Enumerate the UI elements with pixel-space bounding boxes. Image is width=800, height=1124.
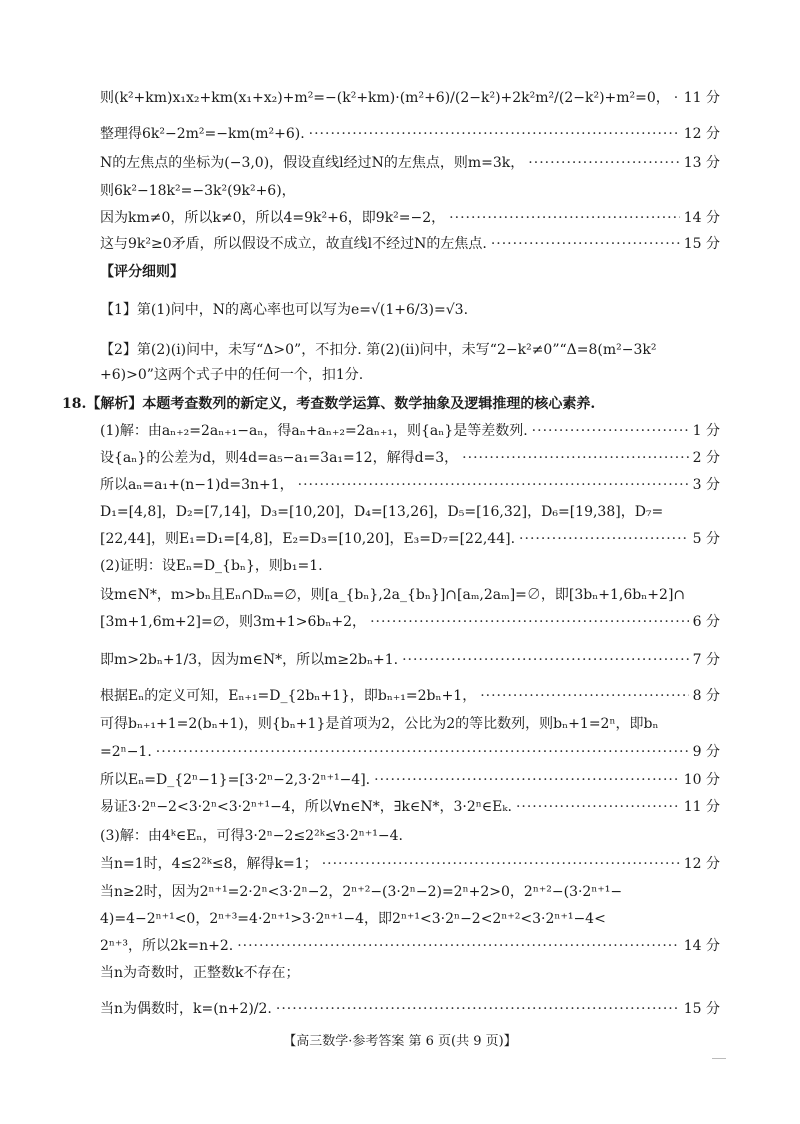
solution-line: 这与9k²≥0矛盾，所以假设不成立，故直线l不经过N的左焦点. ····· 15 分 — [100, 234, 720, 254]
q18-line: 即m>2bₙ+1/3，因为m∈N*，所以m≥2bₙ+1. ····· 7 分 — [100, 650, 720, 670]
q18-line: 当n为奇数时，正整数k不存在； — [100, 965, 300, 981]
q18-line: =2ⁿ−1. ····· 9 分 — [100, 742, 720, 762]
page-footer: 【高三数学·参考答案 第 6 页(共 9 页)】 — [283, 1034, 517, 1049]
rubric-item: 【2】第(2)(ⅰ)问中，未写“Δ>0”，不扣分. 第(2)(ⅱ)问中，未写“2−k²≠0”“Δ=8(m²−3k² — [100, 342, 657, 358]
rubric-item: 【1】第(1)问中，N的离心率也可以写为e=√(1+6/3)=√3. — [100, 302, 469, 318]
q18-line: 可得bₙ₊₁+1=2(bₙ+1)，则{bₙ+1}是首项为2，公比为2的等比数列，则bₙ+1=2ⁿ，即bₙ — [100, 716, 659, 732]
q18-line: 设m∈N*，m>bₙ且Eₙ∩Dₘ=∅，则[a_{bₙ},2a_{bₙ}]∩[aₘ,2aₘ]=∅，即[3bₙ+1,6bₙ+2]∩ — [100, 587, 686, 603]
q18-line: 所以Eₙ=D_{2ⁿ−1}=[3·2ⁿ−2,3·2ⁿ⁺¹−4]. ····· 10 分 — [100, 770, 720, 790]
q18-line: (2)证明：设Eₙ=D_{bₙ}，则b₁=1. — [100, 558, 323, 574]
q18-line: 当n=1时，4≤2²ᵏ≤8，解得k=1； ····· 12 分 — [100, 854, 720, 874]
q18-line: 易证3·2ⁿ−2<3·2ⁿ<3·2ⁿ⁺¹−4，所以∀n∈N*，∃k∈N*，3·2ⁿ∈Eₖ. ····· 11 分 — [100, 797, 720, 817]
q18-line: 当n为偶数时，k=(n+2)/2. ····· 15 分 — [100, 999, 720, 1019]
solution-line: 因为km≠0，所以k≠0，所以4=9k²+6，即9k²=−2， ····· 14 分 — [100, 208, 720, 228]
q18-line: D₁=[4,8]，D₂=[7,14]，D₃=[10,20]，D₄=[13,26]，D₅=[16,32]，D₆=[19,38]，D₇= — [100, 504, 664, 520]
q18-line: (1)解：由aₙ₊₂=2aₙ₊₁−aₙ，得aₙ+aₙ₊₂=2aₙ₊₁，则{aₙ}是等差数列. ····· 1 分 — [100, 421, 720, 441]
q18-line: [3m+1,6m+2]=∅，则3m+1>6bₙ+2， ····· 6 分 — [100, 612, 720, 632]
solution-line: N的左焦点的坐标为(−3,0)，假设直线l经过N的左焦点，则m=3k， ····· 13 分 — [100, 153, 720, 173]
q18-title: 18.【解析】本题考查数列的新定义，考查数学运算、数学抽象及逻辑推理的核心素养. — [62, 396, 596, 412]
corner-mark — [712, 1058, 726, 1059]
q18-line: 当n≥2时，因为2ⁿ⁺¹=2·2ⁿ<3·2ⁿ−2，2ⁿ⁺²−(3·2ⁿ−2)=2ⁿ+2>0，2ⁿ⁺²−(3·2ⁿ⁺¹− — [100, 884, 623, 900]
q18-line: 根据Eₙ的定义可知，Eₙ₊₁=D_{2bₙ+1}，即bₙ₊₁=2bₙ+1， ····· 8 分 — [100, 686, 720, 706]
q18-line: (3)解：由4ᵏ∈Eₙ，可得3·2ⁿ−2≤2²ᵏ≤3·2ⁿ⁺¹−4. — [100, 828, 403, 844]
q18-line: 4)=4−2ⁿ⁺¹<0，2ⁿ⁺³=4·2ⁿ⁺¹>3·2ⁿ⁺¹−4，即2ⁿ⁺¹<3·2ⁿ−2<2ⁿ⁺²<3·2ⁿ⁺¹−4< — [100, 911, 606, 927]
solution-line: 则(k²+km)x₁x₂+km(x₁+x₂)+m²=−(k²+km)·(m²+6)/(2−k²)+2k²m²/(2−k²)+m²=0， ····· 11 分 — [100, 88, 720, 108]
q18-line: 所以aₙ=a₁+(n−1)d=3n+1， ····· 3 分 — [100, 475, 720, 495]
rubric-item: +6)>0”这两个式子中的任何一个，扣1分. — [100, 367, 364, 383]
q18-line: 2ⁿ⁺³，所以2k=n+2. ····· 14 分 — [100, 936, 720, 956]
solution-line: 整理得6k²−2m²=−km(m²+6). ····· 12 分 — [100, 124, 720, 144]
solution-line: 则6k²−18k²=−3k²(9k²+6)， — [100, 183, 296, 199]
q18-line: [22,44]，则E₁=D₁=[4,8]，E₂=D₃=[10,20]，E₃=D₇=[22,44]. ····· 5 分 — [100, 529, 720, 549]
q18-line: 设{aₙ}的公差为d，则4d=a₅−a₁=3a₁=12，解得d=3， ····· 2 分 — [100, 448, 720, 468]
rubric-title: 【评分细则】 — [100, 264, 184, 280]
